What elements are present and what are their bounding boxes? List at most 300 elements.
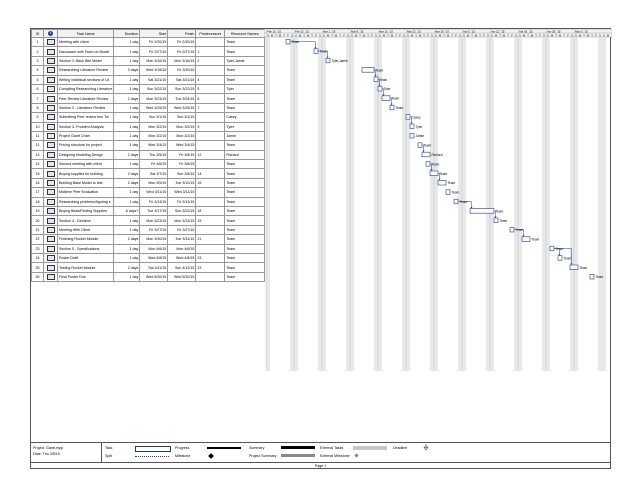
task-id[interactable]: 1 [32, 38, 44, 47]
week-label: May 3, '15 [575, 29, 588, 34]
task-name[interactable]: Compiling Researching Literature [58, 84, 114, 93]
task-id[interactable]: 16 [32, 178, 44, 187]
table-row[interactable] [32, 75, 265, 84]
task-resources[interactable]: Team [225, 160, 265, 169]
table-row[interactable] [32, 244, 265, 253]
task-finish[interactable]: Tue 3/10/15 [168, 178, 196, 187]
task-finish[interactable]: Mon 3/16/15 [168, 56, 196, 65]
task-start[interactable]: Wed 3/11/15 [140, 188, 168, 197]
task-duration[interactable]: 1 day [114, 75, 140, 84]
task-finish[interactable]: Mon 3/23/15 [168, 216, 196, 225]
task-id[interactable]: 11 [32, 131, 44, 140]
task-bar[interactable] [470, 209, 494, 214]
task-bar-label: Team [595, 275, 604, 280]
task-start[interactable]: Tue 3/17/15 [140, 207, 168, 216]
task-duration[interactable]: 1 day [114, 225, 140, 234]
task-duration[interactable]: 1 day [114, 122, 140, 131]
task-resources[interactable]: Team [225, 47, 265, 56]
task-id[interactable]: 9 [32, 113, 44, 122]
task-resources[interactable]: Jamie [225, 131, 265, 140]
table-row[interactable] [32, 38, 265, 47]
task-mode-icon [47, 236, 55, 242]
task-start[interactable]: Mon 3/23/15 [140, 216, 168, 225]
task-duration[interactable]: 2 days [114, 150, 140, 159]
col-id[interactable]: ID [32, 30, 44, 38]
task-finish[interactable]: Sun 3/1/15 [168, 113, 196, 122]
task-finish[interactable]: Fri 2/20/15 [168, 38, 196, 47]
task-id[interactable]: 2 [32, 47, 44, 56]
task-resources[interactable]: Team [225, 141, 265, 150]
task-predecessors[interactable]: 7 [196, 103, 225, 112]
task-id[interactable]: 22 [32, 235, 44, 244]
table-row[interactable] [32, 178, 265, 187]
task-resources[interactable]: Team [225, 94, 265, 103]
table-row[interactable] [32, 225, 265, 234]
task-name[interactable]: Buying supplies for building [58, 169, 114, 178]
task-duration[interactable]: 1 day [114, 84, 140, 93]
col-predecessors[interactable]: Predecessors [196, 30, 225, 38]
task-bar[interactable] [314, 49, 318, 54]
task-finish[interactable]: Wed 3/25/15 [168, 103, 196, 112]
task-resources[interactable]: Team [225, 253, 265, 262]
task-indicator-cell [44, 113, 58, 122]
task-duration[interactable]: 1 day [114, 56, 140, 65]
task-predecessors[interactable]: 19 [196, 216, 225, 225]
task-predecessors[interactable] [196, 141, 225, 150]
task-name[interactable]: Section 1: Back Bite Model [58, 56, 114, 65]
task-name[interactable]: Meeting With Client [58, 225, 114, 234]
day-letter: T [555, 34, 557, 38]
task-id[interactable]: 23 [32, 244, 44, 253]
task-id[interactable]: 4 [32, 66, 44, 75]
table-row[interactable] [32, 103, 265, 112]
task-id[interactable]: 3 [32, 56, 44, 65]
task-start[interactable]: Sun 3/1/15 [140, 113, 168, 122]
task-id[interactable]: 20 [32, 216, 44, 225]
task-bar[interactable] [494, 218, 498, 223]
task-name[interactable]: Section 4 - Decision [58, 216, 114, 225]
weekend-column [406, 37, 410, 371]
task-bar[interactable] [550, 246, 554, 251]
col-finish[interactable]: Finish [168, 30, 196, 38]
day-letter: T [563, 34, 565, 38]
task-duration[interactable]: 1 day [114, 160, 140, 169]
task-duration[interactable]: 1 day [114, 253, 140, 262]
task-name[interactable]: Researching problems/figuring s [58, 197, 114, 206]
task-bar[interactable] [410, 124, 414, 129]
task-id[interactable]: 6 [32, 84, 44, 93]
task-indicator-cell [44, 207, 58, 216]
task-name[interactable]: Midterm Peer Evaluation [58, 188, 114, 197]
task-name[interactable]: Writing individual sections of Lit [58, 75, 114, 84]
weekend-column [542, 37, 546, 371]
table-row[interactable] [32, 122, 265, 131]
task-id[interactable]: 25 [32, 263, 44, 272]
task-resources[interactable]: Team [225, 103, 265, 112]
task-bar[interactable] [418, 143, 422, 148]
task-name[interactable]: Designing Modeling Design [58, 150, 114, 159]
legend-date-label: Date: Thu 3/5/15 [33, 452, 60, 456]
task-predecessors[interactable] [196, 244, 225, 253]
task-finish[interactable]: Fri 3/6/15 [168, 150, 196, 159]
task-id[interactable]: 14 [32, 160, 44, 169]
task-finish[interactable]: Tue 3/31/15 [168, 235, 196, 244]
task-name[interactable]: Discussion with Team on Model [58, 47, 114, 56]
task-bar-label: Tyler,Jamie [331, 59, 348, 63]
task-finish[interactable]: Wed 4/8/15 [168, 253, 196, 262]
task-bar[interactable] [438, 180, 446, 185]
task-predecessors[interactable]: 1 [196, 47, 225, 56]
day-letter: T [311, 34, 313, 38]
day-letter: M [494, 34, 498, 38]
task-bar[interactable] [426, 162, 430, 167]
col-start[interactable]: Start [140, 30, 168, 38]
task-resources[interactable]: Tyler,Jamie [225, 56, 265, 65]
task-duration[interactable]: 1 day [114, 113, 140, 122]
task-resources[interactable]: Team [225, 75, 265, 84]
legend-project-label: Project: Gantt.mpp [33, 446, 63, 450]
task-predecessors[interactable]: 4 [196, 75, 225, 84]
day-letter: W [502, 34, 506, 38]
task-name[interactable]: Section 2 - Literature Review [58, 103, 114, 112]
day-letter: W [530, 34, 534, 38]
task-name[interactable]: Final Poster Due [58, 272, 114, 281]
task-bar-label: Team [379, 77, 388, 82]
task-predecessors[interactable] [196, 131, 225, 140]
task-name[interactable]: Finishing Rocket Module [58, 235, 114, 244]
task-id[interactable]: 26 [32, 272, 44, 281]
task-duration[interactable]: 2 days [114, 235, 140, 244]
table-row[interactable] [32, 150, 265, 159]
task-id[interactable]: 21 [32, 225, 44, 234]
task-indicator-cell [44, 38, 58, 47]
task-duration[interactable]: 1 day [114, 141, 140, 150]
day-letter: S [323, 34, 325, 38]
day-letter: F [315, 34, 317, 38]
task-bar-label: Richard [431, 153, 443, 157]
task-id[interactable]: 13 [32, 150, 44, 159]
task-duration[interactable]: 6 days? [114, 207, 140, 216]
task-duration[interactable]: 1 day [114, 103, 140, 112]
task-resources[interactable]: Team [225, 216, 265, 225]
task-mode-icon [47, 114, 55, 120]
task-start[interactable]: Sat 3/21/15 [140, 75, 168, 84]
task-duration[interactable]: 1 day [114, 272, 140, 281]
task-bar[interactable] [422, 152, 430, 157]
table-row[interactable] [32, 197, 265, 206]
task-bar[interactable] [378, 86, 382, 91]
task-start[interactable]: Fri 2/27/15 [140, 47, 168, 56]
task-bar[interactable] [326, 58, 330, 63]
task-indicator-cell [44, 47, 58, 56]
task-duration[interactable]: 1 day [114, 244, 140, 253]
weekend-column [350, 37, 354, 371]
task-start[interactable]: Mon 3/30/15 [140, 235, 168, 244]
col-duration[interactable]: Duration [114, 30, 140, 38]
task-predecessors[interactable]: 14 [196, 169, 225, 178]
task-id[interactable]: 12 [32, 141, 44, 150]
task-indicator-cell [44, 169, 58, 178]
task-bar[interactable] [390, 105, 394, 110]
task-resources[interactable]: Team [225, 66, 265, 75]
table-row[interactable] [32, 160, 265, 169]
task-id[interactable]: 7 [32, 94, 44, 103]
task-finish[interactable]: Sun 3/8/15 [168, 169, 196, 178]
task-name[interactable]: Section 3- Problem Analysis [58, 122, 114, 131]
task-mode-icon [47, 49, 55, 55]
task-duration[interactable]: 2 days [114, 94, 140, 103]
task-predecessors[interactable]: 6 [196, 94, 225, 103]
task-predecessors[interactable] [196, 272, 225, 281]
week-label: Apr 5, '15 [463, 29, 475, 34]
task-finish[interactable]: Fri 3/27/15 [168, 225, 196, 234]
task-duration[interactable]: 2 days [114, 263, 140, 272]
task-start[interactable]: Sun 3/22/15 [140, 84, 168, 93]
col-resource-names[interactable]: Resource Names [225, 30, 265, 38]
legend-project-summary-swatch [281, 454, 315, 457]
task-resources[interactable]: Team [225, 178, 265, 187]
task-mode-icon [47, 152, 55, 158]
task-start[interactable]: Thu 3/5/15 [140, 150, 168, 159]
task-name[interactable]: Project Gantt Chart [58, 131, 114, 140]
weekend-column [546, 37, 550, 371]
task-name[interactable]: Buying Bead/Finding Supplies [58, 207, 114, 216]
task-resources[interactable]: Richard [225, 150, 265, 159]
task-indicator-cell [44, 272, 58, 281]
table-row[interactable] [32, 188, 265, 197]
task-name[interactable]: Section 5 - Specifications [58, 244, 114, 253]
task-name[interactable]: Second meeting with client [58, 160, 114, 169]
task-start[interactable]: Mon 3/16/15 [140, 56, 168, 65]
task-name[interactable]: Pricing structure for project [58, 141, 114, 150]
task-id[interactable]: 19 [32, 207, 44, 216]
task-name[interactable]: Testing Rocket Module [58, 263, 114, 272]
task-finish[interactable]: Sun 4/12/15 [168, 263, 196, 272]
task-start[interactable]: Fri 2/20/15 [140, 38, 168, 47]
task-bar[interactable] [374, 77, 378, 82]
task-predecessors[interactable] [196, 160, 225, 169]
task-finish[interactable]: Fri 3/20/15 [168, 66, 196, 75]
table-row[interactable] [32, 66, 265, 75]
task-start[interactable]: Fri 3/13/15 [140, 197, 168, 206]
task-duration[interactable]: 1 day [114, 47, 140, 56]
task-bar[interactable] [454, 199, 458, 204]
day-letter: T [339, 34, 341, 38]
task-start[interactable]: Wed 3/4/15 [140, 141, 168, 150]
task-id[interactable]: 18 [32, 197, 44, 206]
task-start[interactable]: Mon 3/9/15 [140, 178, 168, 187]
task-duration[interactable]: 1 day [114, 197, 140, 206]
task-bar[interactable] [446, 190, 450, 195]
task-predecessors[interactable]: 9 [196, 122, 225, 131]
table-row[interactable] [32, 207, 265, 216]
task-id[interactable]: 24 [32, 253, 44, 262]
task-bar-label: Team [495, 209, 504, 214]
task-finish[interactable]: Fri 3/13/15 [168, 197, 196, 206]
task-id[interactable]: 15 [32, 169, 44, 178]
task-predecessors[interactable] [196, 38, 225, 47]
task-mode-icon [47, 274, 55, 280]
task-start[interactable]: Sat 3/7/15 [140, 169, 168, 178]
table-row[interactable] [32, 56, 265, 65]
weekend-column [266, 37, 270, 371]
task-finish[interactable]: Sun 3/22/15 [168, 207, 196, 216]
table-row[interactable] [32, 235, 265, 244]
task-start[interactable]: Mon 3/2/15 [140, 122, 168, 131]
task-finish[interactable]: Fri 3/6/15 [168, 160, 196, 169]
task-name[interactable]: Submitting Peer review thru Tw [58, 113, 114, 122]
task-predecessors[interactable] [196, 113, 225, 122]
task-resources[interactable]: Team [225, 235, 265, 244]
task-start[interactable]: Fri 3/6/15 [140, 160, 168, 169]
task-finish[interactable]: Mon 3/2/15 [168, 131, 196, 140]
task-bar-label: Team [375, 68, 384, 73]
task-id[interactable]: 8 [32, 103, 44, 112]
task-resources[interactable]: Team [225, 38, 265, 47]
task-indicator-cell [44, 75, 58, 84]
task-predecessors[interactable] [196, 225, 225, 234]
task-finish[interactable]: Wed 5/20/15 [168, 272, 196, 281]
task-predecessors[interactable]: 15 [196, 178, 225, 187]
task-resources[interactable]: Team [225, 207, 265, 216]
table-row[interactable] [32, 113, 265, 122]
day-letter: M [466, 34, 470, 38]
task-start[interactable]: Wed 4/8/15 [140, 253, 168, 262]
task-start[interactable]: Wed 3/25/15 [140, 103, 168, 112]
day-letter: M [438, 34, 442, 38]
task-name[interactable]: Poster Draft [58, 253, 114, 262]
task-finish[interactable]: Wed 3/11/15 [168, 188, 196, 197]
weekend-column [490, 37, 494, 371]
table-row[interactable] [32, 169, 265, 178]
task-start[interactable]: Mon 3/2/15 [140, 131, 168, 140]
task-indicator-cell [44, 131, 58, 140]
task-finish[interactable]: Mon 3/2/15 [168, 122, 196, 131]
task-bar[interactable] [570, 265, 578, 270]
task-bar[interactable] [362, 68, 374, 73]
task-bar[interactable] [430, 171, 438, 176]
task-predecessors[interactable]: 5 [196, 84, 225, 93]
task-start[interactable]: Mon 4/6/15 [140, 244, 168, 253]
task-finish[interactable]: Sun 3/22/15 [168, 84, 196, 93]
task-name[interactable]: Peer Review Literature Review [58, 94, 114, 103]
task-name[interactable]: Building Base Model to test [58, 178, 114, 187]
task-start[interactable]: Mon 3/23/15 [140, 94, 168, 103]
task-bar[interactable] [510, 227, 514, 232]
table-row[interactable] [32, 84, 265, 93]
task-duration[interactable]: 2 days [114, 178, 140, 187]
task-finish[interactable]: Wed 3/4/15 [168, 141, 196, 150]
day-letter: M [298, 34, 302, 38]
table-row[interactable] [32, 131, 265, 140]
table-row[interactable] [32, 263, 265, 272]
task-start[interactable]: Wed 3/18/15 [140, 66, 168, 75]
day-letter: T [451, 34, 453, 38]
task-duration[interactable]: 1 day [114, 216, 140, 225]
task-name[interactable]: Researching Literature Review [58, 66, 114, 75]
task-bar[interactable] [558, 256, 562, 261]
task-resources[interactable]: Casey [225, 113, 265, 122]
task-mode-icon [47, 67, 55, 73]
task-resources[interactable]: Team [225, 197, 265, 206]
table-row[interactable] [32, 94, 265, 103]
task-resources[interactable]: Tyler [225, 122, 265, 131]
task-finish[interactable]: Mon 4/6/15 [168, 244, 196, 253]
day-letter: W [446, 34, 450, 38]
task-indicator-cell [44, 84, 58, 93]
task-duration[interactable]: 1 day [114, 188, 140, 197]
legend-deadline-label: Deadline [393, 446, 408, 450]
task-bar-label: Team [439, 171, 448, 176]
weekend-column [430, 37, 434, 371]
task-resources[interactable]: Team [225, 263, 265, 272]
day-letter: T [395, 34, 397, 38]
table-row[interactable] [32, 216, 265, 225]
task-mode-icon [47, 105, 55, 111]
page-number: Page 1 [314, 464, 327, 468]
page-footer [31, 462, 610, 470]
task-predecessors[interactable]: 2 [196, 56, 225, 65]
task-bar-label: Tyler [415, 124, 423, 129]
task-resources[interactable]: Team [225, 169, 265, 178]
task-bar[interactable] [410, 133, 414, 138]
task-bar[interactable] [522, 237, 530, 242]
table-row[interactable] [32, 253, 265, 262]
task-predecessors[interactable] [196, 188, 225, 197]
task-resources[interactable]: Team [225, 244, 265, 253]
task-predecessors[interactable]: 23 [196, 263, 225, 272]
task-resources[interactable]: Tyler [225, 84, 265, 93]
task-predecessors[interactable]: 12 [196, 150, 225, 159]
task-duration[interactable]: 1 day [114, 38, 140, 47]
task-bar[interactable] [406, 115, 410, 120]
task-start[interactable]: Sat 4/11/15 [140, 263, 168, 272]
task-bar[interactable] [286, 39, 290, 44]
day-letter: S [599, 34, 601, 38]
task-resources[interactable]: Team [225, 272, 265, 281]
col-indicators[interactable] [44, 30, 58, 38]
col-task-name[interactable]: Task Name [58, 30, 114, 38]
table-row[interactable] [32, 272, 265, 281]
task-indicator-cell [44, 263, 58, 272]
task-start[interactable]: Wed 5/20/15 [140, 272, 168, 281]
task-duration[interactable]: 3 days [114, 66, 140, 75]
task-name[interactable]: Meeting with client [58, 38, 114, 47]
task-duration[interactable]: 2 days [114, 169, 140, 178]
task-id[interactable]: 17 [32, 188, 44, 197]
task-bar[interactable] [590, 274, 594, 279]
task-resources[interactable]: Team [225, 188, 265, 197]
task-duration[interactable]: 1 day [114, 131, 140, 140]
task-resources[interactable]: Team [225, 225, 265, 234]
task-id[interactable]: 10 [32, 122, 44, 131]
table-row[interactable] [32, 47, 265, 56]
task-predecessors[interactable]: 18 [196, 207, 225, 216]
task-predecessors[interactable] [196, 197, 225, 206]
task-start[interactable]: Fri 3/27/15 [140, 225, 168, 234]
task-bar-label: Tyler [383, 87, 391, 92]
task-finish[interactable]: Sat 3/21/15 [168, 75, 196, 84]
task-predecessors[interactable] [196, 66, 225, 75]
task-bar[interactable] [382, 96, 390, 101]
task-predecessors[interactable]: 21 [196, 235, 225, 244]
day-letter: S [407, 34, 409, 38]
task-finish[interactable]: Tue 3/24/15 [168, 94, 196, 103]
task-predecessors[interactable]: 23 [196, 253, 225, 262]
task-id[interactable]: 5 [32, 75, 44, 84]
task-finish[interactable]: Fri 2/27/15 [168, 47, 196, 56]
table-row[interactable] [32, 141, 265, 150]
